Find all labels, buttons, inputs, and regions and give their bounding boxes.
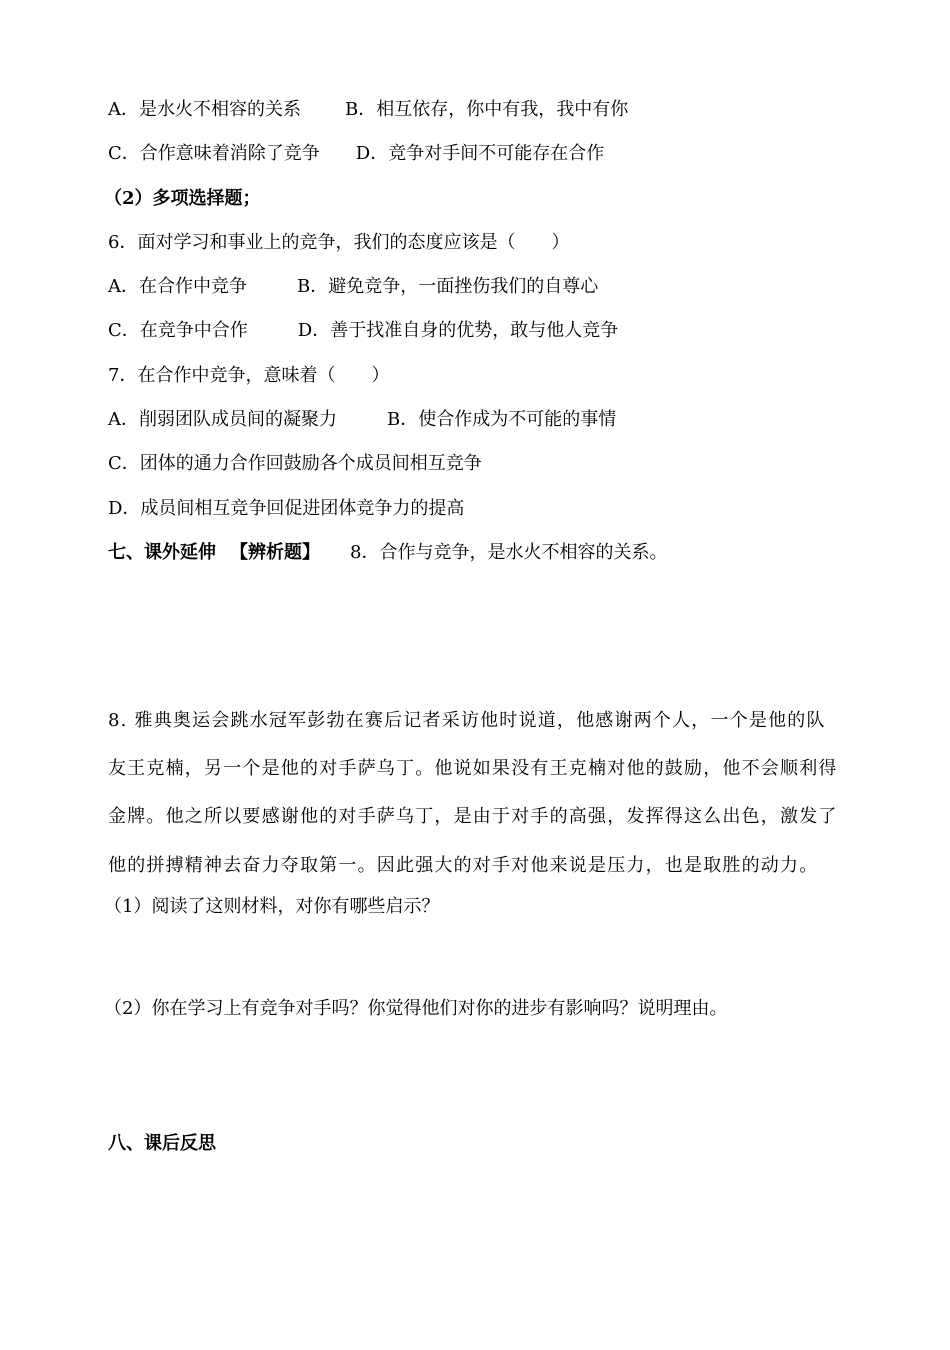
q7-stem: 7．在合作中竞争，意味着（ ）: [108, 365, 390, 386]
section-7-tag: 【辨析题】: [230, 542, 320, 563]
section-multi-choice-heading: （2）多项选择题；: [104, 188, 261, 209]
q5-option-b: B．相互依存，你中有我，我中有你: [345, 99, 629, 120]
material-sub-question-1: （1）阅读了这则材料，对你有哪些启示？: [104, 896, 440, 917]
material-line-3: 金牌。他之所以要感谢他的对手萨乌丁，是由于对手的高强，发挥得这么出色，激发了: [108, 806, 838, 827]
q7-options-row-1: [108, 408, 616, 432]
material-line-4: 他的拼搏精神去奋力夺取第一。因此强大的对手对他来说是压力，也是取胜的动力。: [108, 855, 819, 876]
q7-option-c: C．团体的通力合作回鼓励各个成员间相互竞争: [108, 453, 482, 474]
q6-option-b: B．避免竞争，一面挫伤我们的自尊心: [297, 276, 599, 297]
section-8-heading: 八、课后反思: [108, 1133, 216, 1154]
q5-options-row-1: [108, 98, 628, 122]
q6-options-row-1: [108, 275, 598, 299]
q6-stem: 6．面对学习和事业上的竞争，我们的态度应该是（ ）: [108, 232, 570, 253]
section-7-row: [108, 541, 667, 565]
q6-option-c: C．在竞争中合作: [108, 320, 248, 341]
q5-option-a: A．是水火不相容的关系: [108, 99, 301, 120]
material-line-1: 8. 雅典奥运会跳水冠军彭勃在赛后记者采访他时说道，他感谢两个人，一个是他的队: [108, 710, 826, 731]
q6-option-d: D．善于找准自身的优势，敢与他人竞争: [297, 320, 619, 341]
q6-option-a: A．在合作中竞争: [108, 276, 247, 297]
section-7-question-8: 8．合作与竞争，是水火不相容的关系。: [350, 542, 668, 563]
section-7-heading: 七、课外延伸: [108, 542, 216, 563]
q5-option-d: D．竞争对手间不可能存在合作: [355, 143, 605, 164]
q7-option-b: B．使合作成为不可能的事情: [387, 409, 617, 430]
material-line-2: 友王克楠，另一个是他的对手萨乌丁。他说如果没有王克楠对他的鼓励，他不会顺利得: [108, 758, 838, 779]
q5-option-c: C．合作意味着消除了竞争: [108, 143, 320, 164]
q7-option-d: D．成员间相互竞争回促进团体竞争力的提高: [108, 498, 465, 519]
q7-option-a: A．削弱团队成员间的凝聚力: [108, 409, 337, 430]
material-sub-question-2: （2）你在学习上有竞争对手吗？你觉得他们对你的进步有影响吗？说明理由。: [104, 998, 728, 1019]
q6-options-row-2: [108, 319, 618, 343]
q5-options-row-2: [108, 142, 604, 166]
